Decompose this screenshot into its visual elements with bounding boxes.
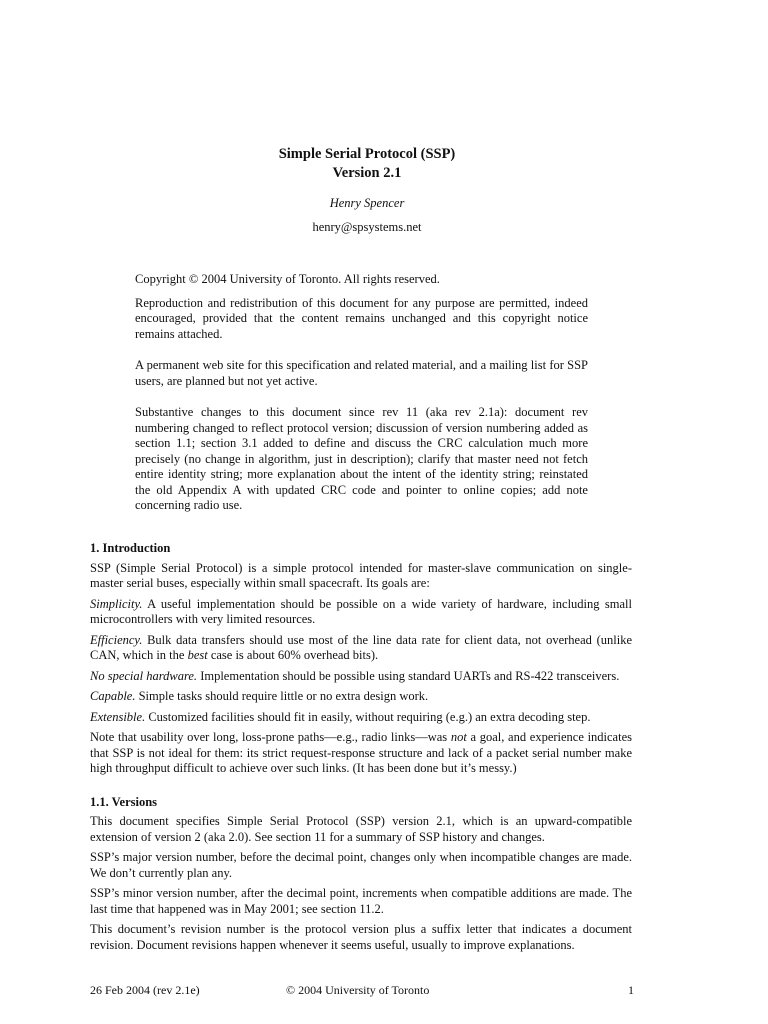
emphasis-not: not (450, 730, 467, 744)
emphasis-best: best (187, 648, 208, 662)
note-text: Note that usability over long, loss-prone paths—e.g., radio links—was (90, 730, 451, 744)
goal-text: Simple tasks should require little or no extra design work. (135, 689, 429, 703)
goal-text: case is about 60% overhead bits). (207, 648, 379, 662)
goal-no-special-hardware (90, 669, 632, 685)
goal-term: No special hardware. (90, 668, 198, 683)
goal-text: A useful implementation should be possible on a wide variety of hardware, including small microcontrollers with very limited resources. (90, 596, 632, 626)
intro-paragraph: SSP (Simple Serial Protocol) is a simple protocol intended for master-slave communication on single-master serial buses, especially within small spacecraft. Its goals are: (90, 560, 632, 590)
title-block (0, 145, 734, 235)
changes-notice: Substantive changes to this document since rev 11 (aka rev 2.1a): document rev numbering changed to reflect protocol version; discussion of version numbering added as section 1.1; section 3.1 added to define and discuss the CRC calculation much more precisely (no change in algorithm, just in description); clarify that master need not fetch entire identity string; more explanation about the intent of the identity string; reinstated the old Appendix A with updated CRC code and pointer to online copies; add note concerning radio use. (135, 405, 588, 512)
section-heading-introduction: 1. Introduction (90, 541, 171, 555)
website-notice: A permanent web site for this specification and related material, and a mailing list for SSP users, are planned but not yet active. (135, 358, 588, 388)
goal-simplicity (90, 597, 632, 628)
goal-extensible (90, 710, 632, 726)
document-version: Version 2.1 (332, 165, 402, 181)
main-body (90, 541, 632, 958)
section-heading-versions: 1.1. Versions (90, 794, 158, 809)
versions-paragraph-1: This document specifies Simple Serial Protocol (SSP) version 2.1, which is an upward-compatible extension of version 2 (aka 2.0). See section 11 for a summary of SSP history and changes. (90, 814, 632, 844)
usability-note (90, 730, 632, 777)
document-title: Simple Serial Protocol (SSP) (278, 146, 456, 162)
author-email: henry@spsystems.net (312, 219, 422, 234)
goal-text: Bulk data transfers should use most of the line data rate for client data, not overhead (unlike CAN, which in the (90, 632, 632, 662)
copyright-notice: Copyright © 2004 University of Toronto. All rights reserved. (135, 272, 440, 286)
goal-capable (90, 689, 632, 705)
goal-text: Implementation should be possible using standard UARTs and RS-422 transceivers. (197, 668, 620, 683)
versions-paragraph-3: SSP’s minor version number, after the decimal point, increments when compatible additions are made. The last time that happened was in May 2001; see section 11.2. (90, 886, 632, 916)
page-number: 1 (628, 983, 634, 997)
note-text: a goal, and experience indicates that SSP is not ideal for them: its strict request-response structure and lack of a packet serial number make high throughput difficult to achieve over such links. (It has been done but it’s messy.) (90, 730, 632, 775)
footer-copyright: © 2004 University of Toronto (286, 983, 430, 997)
goal-term: Simplicity. (90, 596, 143, 611)
front-matter (135, 272, 588, 522)
goal-term: Capable. (90, 689, 136, 703)
goal-text: Customized facilities should fit in easily, without requiring (e.g.) an extra decoding step. (145, 709, 591, 724)
author-name: Henry Spencer (329, 196, 405, 210)
versions-paragraph-2: SSP’s major version number, before the decimal point, changes only when incompatible changes are made. We don’t currently plan any. (90, 850, 632, 880)
versions-paragraph-4: This document’s revision number is the protocol version plus a suffix letter that indicates a document revision. Document revisions happen whenever it seems useful, usually to improve explanations. (90, 922, 632, 952)
footer-date: 26 Feb 2004 (rev 2.1e) (90, 983, 200, 997)
reproduction-notice: Reproduction and redistribution of this document for any purpose are permitted, indeed encouraged, provided that the content remains unchanged and this copyright notice remains attached. (135, 295, 588, 341)
goal-term: Extensible. (90, 709, 146, 724)
goal-efficiency (90, 633, 632, 664)
page-footer (90, 983, 634, 999)
goal-term: Efficiency. (90, 632, 143, 647)
